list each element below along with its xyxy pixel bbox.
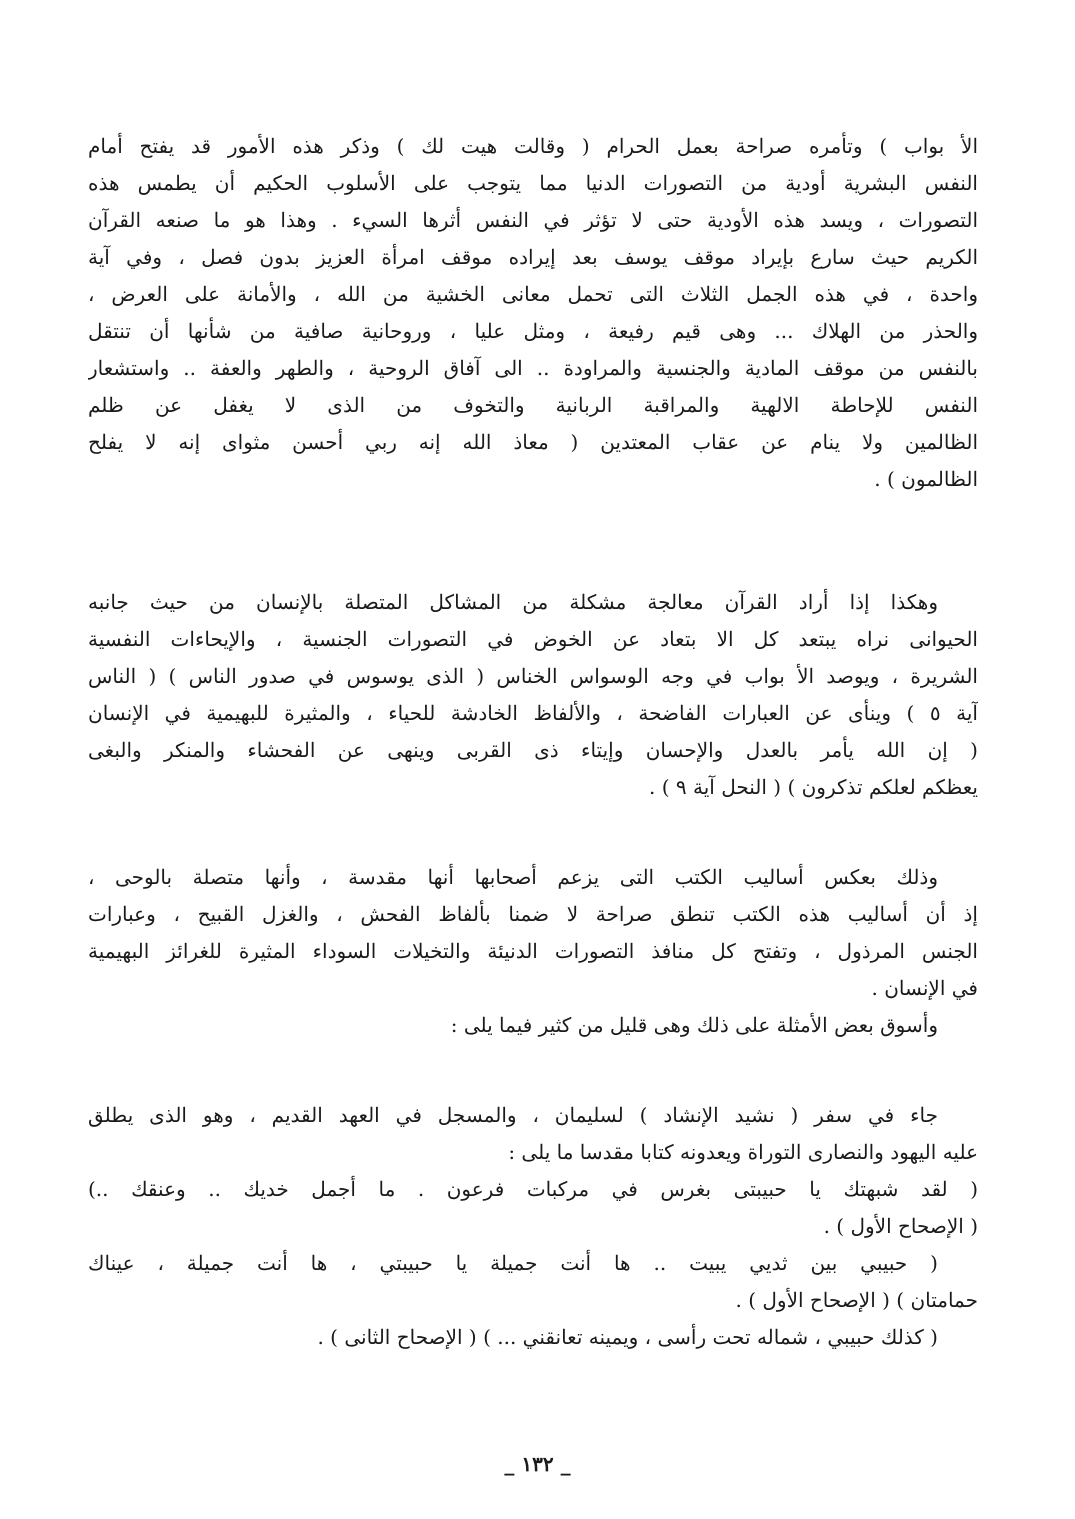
text-line: في الإنسان . — [871, 976, 978, 1000]
text-line: الظالمين ولا ينام عن عقاب المعتدين ( معاذ الله إنه ربي أحسن مثواى إنه لا يفلح — [88, 430, 978, 454]
text-line: بالنفس من موقف المادية والجنسية والمراودة .. الى آفاق الروحية ، والطهر والعفة .. واستشعار — [88, 356, 978, 380]
text-line: ( كذلك حبيبي ، شماله تحت رأسى ، ويمينه تعانقني ... ) ( الإصحاح الثانى ) . — [317, 1325, 938, 1349]
text-line: آية ٥ ) وينأى عن العبارات الفاضحة ، والألفاظ الخادشة للحياء ، والمثيرة للبهيمية في الإنسان — [88, 701, 978, 725]
text-line: التصورات ، ويسد هذه الأودية حتى لا تؤثر في النفس أثرها السيء . وهذا هو ما صنعه القرآن — [88, 208, 978, 232]
text-line: إذ أن أساليب هذه الكتب تنطق صراحة لا ضمنا بألفاظ الفحش ، والغزل القبيح ، وعبارات — [88, 902, 978, 926]
text-line: والحذر من الهلاك ... وهى قيم رفيعة ، ومثل عليا ، وروحانية صافية من شأنها أن تنتقل — [88, 319, 978, 343]
paragraph-2 — [88, 584, 978, 806]
paragraph-4 — [88, 1097, 978, 1356]
text-line: الحيوانى نراه يبتعد كل الا بتعاد عن الخوض في التصورات الجنسية ، والإيحاءات النفسية — [88, 627, 978, 651]
page-number: _ ١٣٢ _ — [504, 1452, 571, 1476]
text-line: ( إن الله يأمر بالعدل والإحسان وإيتاء ذى القربى وينهى عن الفحشاء والمنكر والبغى — [88, 738, 978, 762]
text-line: ( لقد شبهتك يا حبيبتى بغرس في مركبات فرعون . ما أجمل خديك .. وعنقك ..) — [88, 1177, 978, 1201]
paragraph-1 — [88, 128, 978, 498]
paragraph-3 — [88, 859, 978, 1044]
text-line: وهكذا إذا أراد القرآن معالجة مشكلة من المشاكل المتصلة بالإنسان من حيث جانبه — [88, 590, 938, 614]
text-line: النفس للإحاطة الالهية والمراقبة الربانية والتخوف من الذى لا يغفل عن ظلم — [88, 393, 978, 417]
text-line: جاء في سفر ( نشيد الإنشاد ) لسليمان ، والمسجل في العهد القديم ، وهو الذى يطلق — [88, 1103, 938, 1127]
text-line: الكريم حيث سارع بإيراد موقف يوسف بعد إيراده موقف امرأة العزيز بدون فصل ، وفي آية — [88, 245, 978, 269]
text-line: واحدة ، في هذه الجمل الثلاث التى تحمل معانى الخشية من الله ، والأمانة على العرض ، — [88, 282, 978, 306]
text-line: الأ بواب ) وتأمره صراحة بعمل الحرام ( وقالت هيت لك ) وذكر هذه الأمور قد يفتح أمام — [88, 134, 978, 158]
text-line: النفس البشرية أودية من التصورات الدنيا مما يتوجب على الأسلوب الحكيم أن يطمس هذه — [88, 171, 978, 195]
text-line: يعظكم لعلكم تذكرون ) ( النحل آية ٩ ) . — [649, 775, 978, 799]
text-line: ( الإصحاح الأول ) . — [823, 1214, 978, 1238]
text-line: الجنس المرذول ، وتفتح كل منافذ التصورات الدنيئة والتخيلات السوداء المثيرة للغرائز البهيمية — [88, 939, 978, 963]
text-line: حمامتان ) ( الإصحاح الأول ) . — [735, 1288, 978, 1312]
text-line: عليه اليهود والنصارى التوراة ويعدونه كتابا مقدسا ما يلى : — [508, 1140, 978, 1164]
text-line: ( حبيبي بين ثديي يبيت .. ها أنت جميلة يا حبيبتي ، ها أنت جميلة ، عيناك — [88, 1251, 938, 1275]
text-line: الظالمون ) . — [874, 467, 978, 491]
text-line: الشريرة ، ويوصد الأ بواب في وجه الوسواس الخناس ( الذى يوسوس في صدور الناس ) ( الناس — [88, 664, 978, 688]
text-line: وأسوق بعض الأمثلة على ذلك وهى قليل من كثير فيما يلى : — [450, 1013, 938, 1037]
text-line: وذلك بعكس أساليب الكتب التى يزعم أصحابها أنها مقدسة ، وأنها متصلة بالوحى ، — [88, 865, 938, 889]
